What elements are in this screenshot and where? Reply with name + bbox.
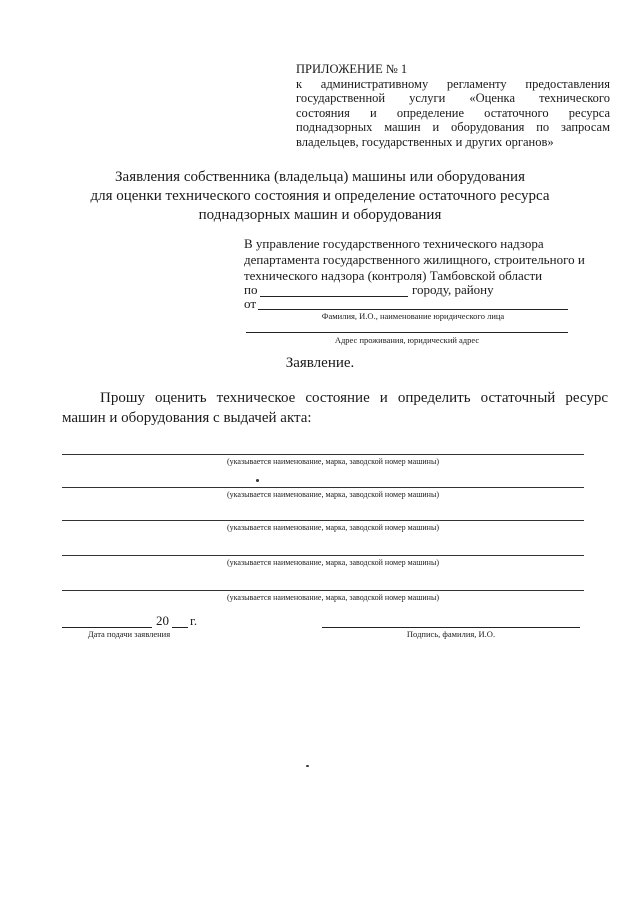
ot-label: от [244,296,257,311]
machine-caption-2 [62,490,584,499]
date-year-suffix: г. [190,613,198,628]
signature-caption: Подпись, фамилия, И.О. [406,629,496,639]
machine-field-3[interactable] [62,520,584,521]
appendix-line: государственной услуги «Оценка технического [296,91,610,105]
machine-caption-text: (указывается наименование, марка, заводской номер машины) [227,457,439,466]
applicant-name-caption: Фамилия, И.О., наименование юридического лица [321,311,505,321]
addressee-line: технического надзора (контроля) Тамбовской области [244,268,543,283]
appendix-block [296,62,610,149]
date-year-field[interactable] [172,613,188,628]
district-field[interactable] [260,282,408,297]
machine-caption-text: (указывается наименование, марка, заводской номер машины) [227,558,439,567]
title-line: Заявления собственника (владельца) машины или оборудования [115,169,525,185]
scan-speck [306,765,309,767]
document-title [60,168,580,225]
po-label: по [244,282,258,297]
machine-caption-3 [62,523,584,532]
request-line: машин и оборудования с выдачей акта: [62,410,312,426]
machine-caption-text: (указывается наименование, марка, заводской номер машины) [227,593,439,602]
title-line: поднадзорных машин и оборудования [198,207,442,223]
machine-caption-1 [62,457,584,466]
appendix-line: поднадзорных машин и оборудования по запросам [296,120,610,134]
machine-field-2[interactable] [62,487,584,488]
date-day-field[interactable] [62,613,152,628]
request-text [62,388,608,428]
addressee-line: В управление государственного технического надзора [244,236,544,251]
machine-field-5[interactable] [62,590,584,591]
machine-caption-4 [62,558,584,567]
district-suffix: городу, району [412,282,494,297]
appendix-line: владельцев, государственных и других органов» [296,134,554,149]
date-year-prefix: 20 [156,613,169,628]
appendix-line: состояния и определение остаточного ресурса [296,105,610,120]
machine-field-1[interactable] [62,454,584,455]
title-line: для оценки технического состояния и определение остаточного ресурса [90,188,550,204]
appendix-title: ПРИЛОЖЕНИЕ № 1 [296,62,408,76]
date-caption: Дата подачи заявления [87,629,171,639]
machine-caption-text: (указывается наименование, марка, заводской номер машины) [227,523,439,532]
applicant-name-field[interactable] [258,296,568,310]
request-line: Прошу оценить техническое состояние и определить остаточный ресурс [100,390,608,406]
machine-caption-text: (указывается наименование, марка, заводской номер машины) [227,490,439,499]
machine-field-4[interactable] [62,555,584,556]
signature-field[interactable] [322,613,580,628]
appendix-line: к административному регламенту предоставления [296,76,610,91]
ink-dot [256,479,259,482]
applicant-address-field[interactable] [246,320,568,333]
addressee-block [244,236,594,284]
applicant-address-caption: Адрес проживания, юридический адрес [334,335,480,345]
machine-caption-5 [62,593,584,602]
statement-heading: Заявление. [285,355,355,371]
addressee-line: департамента государственного жилищного, строительного и [244,252,585,267]
